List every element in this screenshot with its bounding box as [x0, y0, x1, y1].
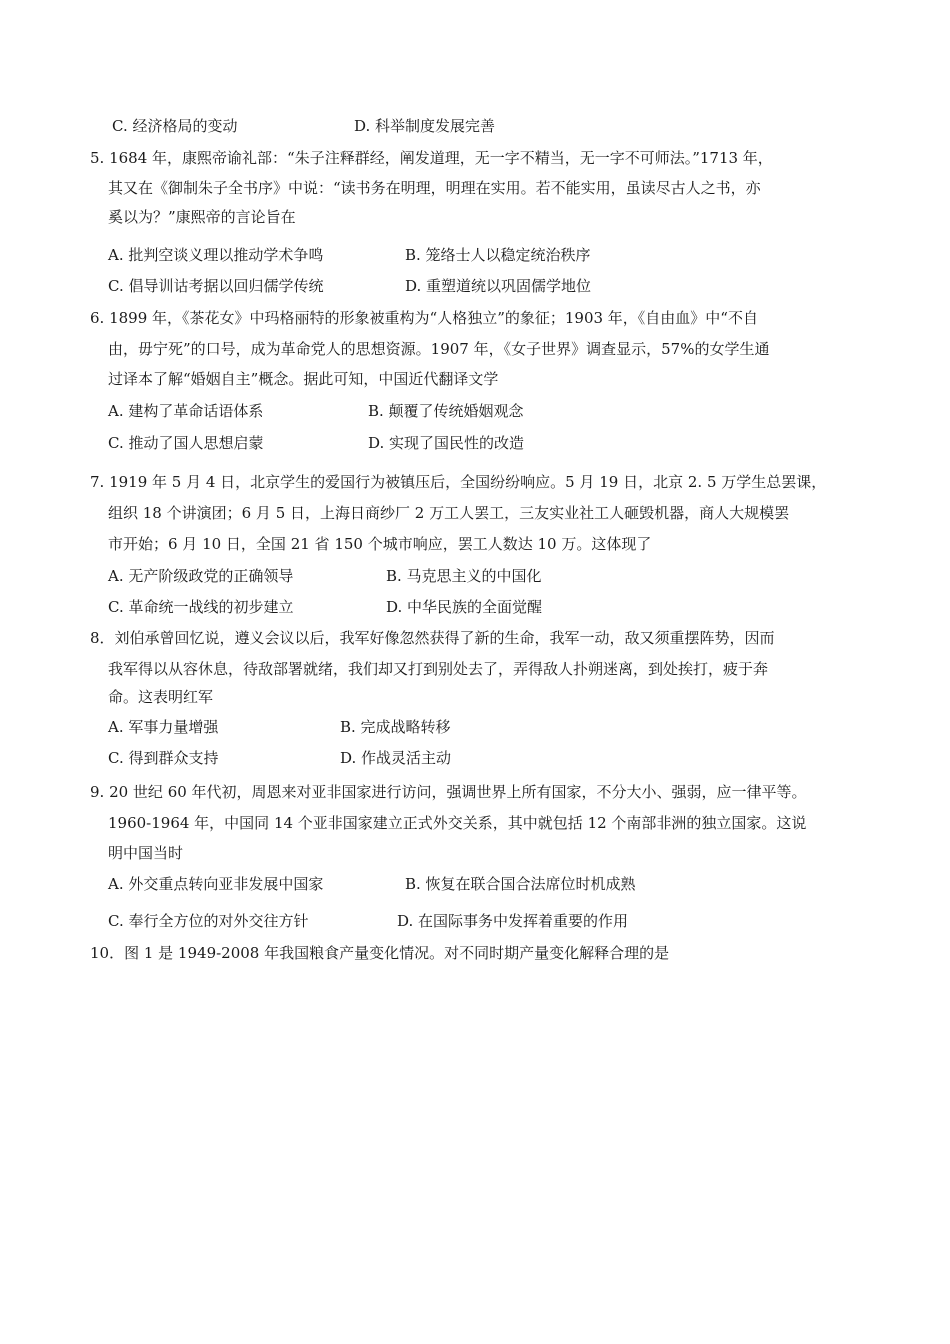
q5-option-a: A. 批判空谈义理以推动学术争鸣: [108, 246, 324, 264]
q6-stem-line-1: 6. 1899 年，《茶花女》中玛格丽特的形象被重构为“人格独立”的象征；1903 年，《自由血》中“不自: [90, 309, 758, 327]
q9-option-b: B. 恢复在联合国合法席位时机成熟: [405, 875, 636, 893]
q5-stem-line-3: 奚以为？”康熙帝的言论旨在: [108, 208, 296, 226]
q8-option-b: B. 完成战略转移: [340, 718, 451, 736]
q7-option-d: D. 中华民族的全面觉醒: [386, 598, 543, 616]
q9-stem-line-2: 1960-1964 年，中国同 14 个亚非国家建立正式外交关系，其中就包括 12 个南部非洲的独立国家。这说: [108, 814, 807, 832]
q9-option-c: C. 奉行全方位的对外交往方针: [108, 912, 309, 930]
q8-option-c: C. 得到群众支持: [108, 749, 219, 767]
q7-option-b: B. 马克思主义的中国化: [386, 567, 542, 585]
q7-stem-line-2: 组织 18 个讲演团；6 月 5 日，上海日商纱厂 2 万工人罢工，三友实业社工人砸毁机器，商人大规模罢: [108, 504, 790, 522]
q9-option-d: D. 在国际事务中发挥着重要的作用: [397, 912, 629, 930]
q8-option-a: A. 军事力量增强: [108, 718, 219, 736]
q6-option-c: C. 推动了国人思想启蒙: [108, 434, 264, 452]
q8-stem-line-1: 8．刘伯承曾回忆说，遵义会议以后，我军好像忽然获得了新的生命，我军一动，敌又须重摆阵势，因而: [90, 629, 775, 647]
q4-option-c: C. 经济格局的变动: [112, 117, 238, 135]
q5-option-b: B. 笼络士人以稳定统治秩序: [405, 246, 591, 264]
q7-stem-line-3: 市开始；6 月 10 日，全国 21 省 150 个城市响应，罢工人数达 10 万。这体现了: [108, 535, 652, 553]
q6-option-b: B. 颠覆了传统婚姻观念: [368, 402, 524, 420]
q5-option-c: C. 倡导训诂考据以回归儒学传统: [108, 277, 324, 295]
q5-stem-line-1: 5. 1684 年，康熙帝谕礼部：“朱子注释群经，阐发道理，无一字不精当，无一字不可师法。”1713 年，: [90, 149, 773, 167]
q9-stem-line-1: 9. 20 世纪 60 年代初，周恩来对亚非国家进行访问，强调世界上所有国家，不分大小、强弱，应一律平等。: [90, 783, 807, 801]
q5-stem-line-2: 其又在《御制朱子全书序》中说：“读书务在明理，明理在实用。若不能实用，虽读尽古人之书，亦: [108, 179, 761, 197]
q6-option-a: A. 建构了革命话语体系: [108, 402, 264, 420]
q6-option-d: D. 实现了国民性的改造: [368, 434, 525, 452]
q4-option-d: D. 科举制度发展完善: [354, 117, 496, 135]
q6-stem-line-2: 由，毋宁死”的口号，成为革命党人的思想资源。1907 年，《女子世界》调查显示，57%的女学生通: [108, 340, 770, 358]
q9-option-a: A. 外交重点转向亚非发展中国家: [108, 875, 324, 893]
q9-stem-line-3: 明中国当时: [108, 844, 184, 862]
q7-stem-line-1: 7. 1919 年 5 月 4 日，北京学生的爱国行为被镇压后，全国纷纷响应。5 月 19 日，北京 2. 5 万学生总罢课，: [90, 473, 827, 491]
q8-stem-line-2: 我军得以从容休息，待敌部署就绪，我们却又打到别处去了，弄得敌人扑朔迷离，到处挨打，疲于奔: [108, 660, 769, 678]
q5-option-d: D. 重塑道统以巩固儒学地位: [405, 277, 592, 295]
q8-stem-line-3: 命。这表明红军: [108, 688, 214, 706]
q7-option-c: C. 革命统一战线的初步建立: [108, 598, 294, 616]
q10-stem-line-1: 10．图 1 是 1949-2008 年我国粮食产量变化情况。对不同时期产量变化解释合理的是: [90, 944, 670, 962]
q7-option-a: A. 无产阶级政党的正确领导: [108, 567, 294, 585]
q8-option-d: D. 作战灵活主动: [340, 749, 452, 767]
q6-stem-line-3: 过译本了解“婚姻自主”概念。据此可知，中国近代翻译文学: [108, 370, 499, 388]
